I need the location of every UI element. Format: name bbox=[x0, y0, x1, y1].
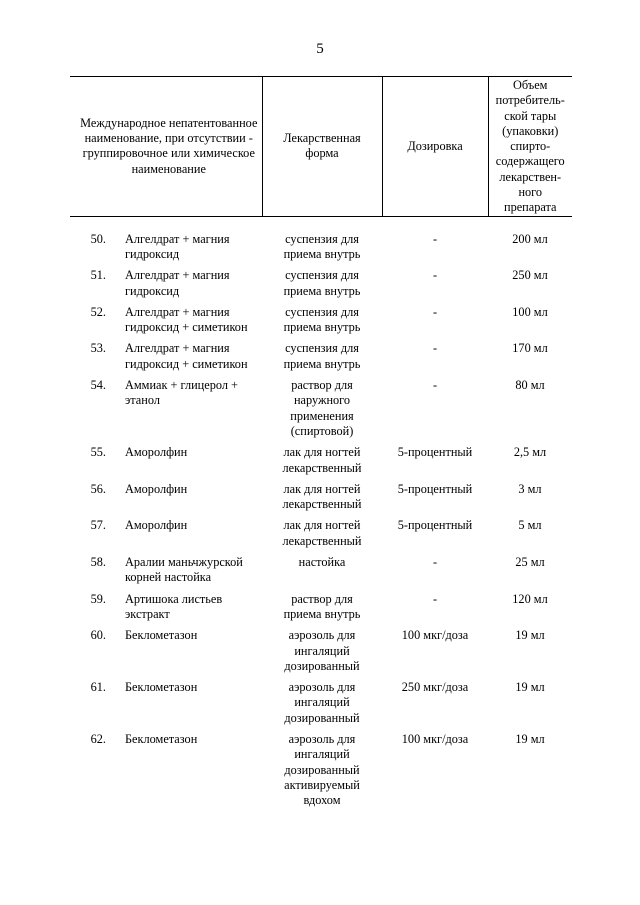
row-dosage: 5-процентный bbox=[397, 445, 473, 460]
header-volume: Объем потребитель-ской тары (упаковки) спирто-содержащего лекарствен-ного препарата bbox=[488, 77, 572, 217]
row-number: 59. bbox=[90, 591, 106, 606]
table-row bbox=[70, 341, 572, 378]
row-number: 52. bbox=[90, 304, 106, 319]
row-number: 53. bbox=[90, 341, 106, 356]
row-drug-name: Аммиак + глицерол + этанол bbox=[125, 378, 238, 408]
row-drug-name: Беклометазон bbox=[125, 680, 198, 695]
row-drug-name: Артишока листьев экстракт bbox=[125, 591, 223, 621]
name-cell bbox=[70, 518, 262, 555]
header-name: Международное непатентованное наименование, при отсутствии - группировочное или химическое наименование bbox=[70, 77, 262, 217]
row-drug-name: Аморолфин bbox=[125, 481, 188, 496]
row-volume: 250 мл bbox=[512, 268, 548, 283]
name-cell bbox=[70, 378, 262, 445]
row-dosage-form: лак для ногтей лекарственный bbox=[282, 445, 362, 475]
row-dosage: 5-процентный bbox=[397, 481, 473, 496]
name-cell bbox=[70, 268, 262, 305]
row-volume: 80 мл bbox=[515, 378, 545, 393]
row-dosage-form: раствор для приема внутрь bbox=[283, 591, 361, 621]
header-form: Лекарственная форма bbox=[262, 77, 382, 217]
row-dosage: - bbox=[432, 591, 438, 606]
row-dosage: 5-процентный bbox=[397, 518, 473, 533]
row-drug-name: Аралии маньчжурской корней настойка bbox=[125, 555, 243, 585]
table-row bbox=[70, 592, 572, 629]
row-dosage-form: аэрозоль для ингаляций дозированный активируемый вдохом bbox=[284, 731, 360, 808]
row-drug-name: Алгелдрат + магния гидроксид + симетикон bbox=[125, 304, 248, 335]
row-dosage: 100 мкг/доза bbox=[401, 731, 469, 746]
row-drug-name: Алгелдрат + магния гидроксид bbox=[125, 231, 230, 261]
name-cell bbox=[70, 555, 262, 592]
table-row bbox=[70, 628, 572, 680]
row-dosage: - bbox=[432, 341, 438, 356]
row-number: 55. bbox=[90, 445, 106, 460]
row-volume: 25 мл bbox=[515, 555, 545, 570]
row-volume: 3 мл bbox=[518, 481, 542, 496]
row-dosage: - bbox=[432, 378, 438, 393]
page-number: 5 bbox=[316, 41, 324, 57]
header-dose: Дозировка bbox=[382, 77, 488, 217]
table-header bbox=[70, 77, 572, 217]
table-row bbox=[70, 445, 572, 482]
name-cell bbox=[70, 680, 262, 732]
row-dosage-form: суспензия для приема внутрь bbox=[283, 341, 361, 371]
row-dosage: - bbox=[432, 231, 438, 246]
header-row bbox=[70, 77, 572, 217]
row-dosage-form: суспензия для приема внутрь bbox=[283, 304, 361, 335]
table-row bbox=[70, 732, 572, 814]
row-volume: 200 мл bbox=[512, 231, 548, 246]
row-drug-name: Аморолфин bbox=[125, 445, 188, 460]
medication-table bbox=[70, 76, 572, 814]
row-number: 62. bbox=[90, 731, 106, 746]
row-volume: 5 мл bbox=[518, 518, 542, 533]
name-cell bbox=[70, 482, 262, 519]
row-volume: 19 мл bbox=[515, 628, 545, 643]
name-cell bbox=[70, 341, 262, 378]
row-drug-name: Алгелдрат + магния гидроксид bbox=[125, 268, 230, 298]
name-cell bbox=[70, 216, 262, 268]
row-number: 61. bbox=[90, 680, 106, 695]
table-body bbox=[70, 216, 572, 814]
table-row bbox=[70, 555, 572, 592]
table-row bbox=[70, 482, 572, 519]
table-row bbox=[70, 268, 572, 305]
row-drug-name: Аморолфин bbox=[125, 518, 188, 533]
row-dosage-form: лак для ногтей лекарственный bbox=[282, 518, 362, 548]
name-cell bbox=[70, 305, 262, 342]
row-drug-name: Алгелдрат + магния гидроксид + симетикон bbox=[125, 341, 248, 371]
row-number: 51. bbox=[90, 268, 106, 283]
table-row bbox=[70, 216, 572, 268]
name-cell bbox=[70, 628, 262, 680]
row-number: 60. bbox=[90, 628, 106, 643]
row-dosage: - bbox=[432, 268, 438, 283]
row-number: 56. bbox=[90, 481, 106, 496]
row-volume: 100 мл bbox=[512, 304, 548, 319]
row-dosage-form: аэрозоль для ингаляций дозированный bbox=[284, 680, 360, 725]
row-dosage: - bbox=[432, 555, 438, 570]
row-dosage-form: настойка bbox=[298, 555, 346, 570]
row-volume: 2,5 мл bbox=[513, 445, 547, 460]
row-number: 54. bbox=[90, 378, 106, 393]
row-dosage-form: аэрозоль для ингаляций дозированный bbox=[284, 628, 360, 673]
row-dosage-form: суспензия для приема внутрь bbox=[283, 231, 361, 261]
row-dosage: 250 мкг/доза bbox=[401, 680, 469, 695]
name-cell bbox=[70, 445, 262, 482]
name-cell bbox=[70, 592, 262, 629]
row-dosage-form: раствор для наружного применения (спиртовой) bbox=[290, 378, 354, 438]
row-drug-name: Беклометазон bbox=[125, 628, 198, 643]
table-row bbox=[70, 680, 572, 732]
name-cell bbox=[70, 732, 262, 814]
table-row bbox=[70, 518, 572, 555]
row-number: 58. bbox=[90, 555, 106, 570]
row-number: 57. bbox=[90, 518, 106, 533]
row-dosage: 100 мкг/доза bbox=[401, 628, 469, 643]
row-dosage-form: лак для ногтей лекарственный bbox=[282, 481, 362, 512]
row-dosage: - bbox=[432, 304, 438, 319]
row-volume: 19 мл bbox=[515, 731, 545, 746]
row-dosage-form: суспензия для приема внутрь bbox=[283, 268, 361, 298]
row-drug-name: Беклометазон bbox=[125, 731, 198, 746]
row-number: 50. bbox=[90, 231, 106, 246]
row-volume: 170 мл bbox=[512, 341, 548, 356]
row-volume: 120 мл bbox=[512, 591, 548, 606]
row-volume: 19 мл bbox=[515, 680, 545, 695]
table-row bbox=[70, 305, 572, 342]
table-row bbox=[70, 378, 572, 445]
